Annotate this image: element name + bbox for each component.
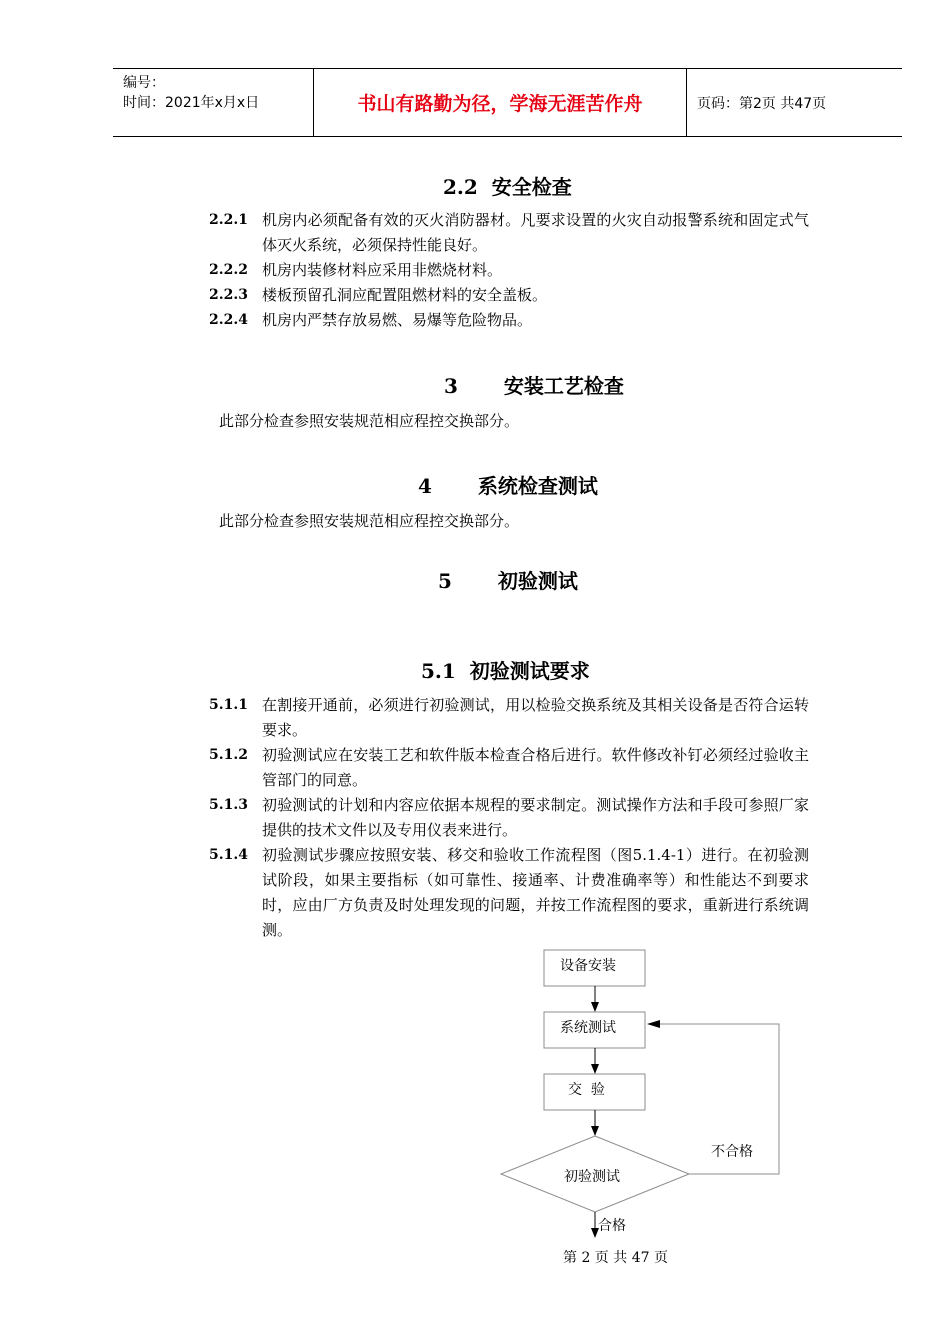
item-text: 机房内必须配备有效的灭火消防器材。凡要求设置的火灾自动报警系统和固定式气体灭火系统，必须保持性能良好。: [262, 211, 809, 254]
item-number: 2.2.2: [209, 262, 248, 278]
item-number: 2.2.4: [209, 312, 248, 328]
section-text: 此部分检查参照安装规范相应程控交换部分。: [219, 412, 520, 430]
time-label: 时间：2021年x月x日: [123, 95, 260, 111]
flow-label-handover: 交 验: [568, 1082, 605, 1098]
flow-label-system-test: 系统测试: [560, 1020, 616, 1036]
item-number: 2.2.3: [209, 287, 248, 303]
code-label: 编号：: [123, 75, 165, 91]
item-number: 5.1.4: [209, 847, 248, 863]
item-text: 机房内装修材料应采用非燃烧材料。: [262, 261, 503, 279]
item-number: 5.1.2: [209, 747, 248, 763]
arrowhead: [647, 1020, 660, 1028]
flow-label-pass: 合格: [598, 1218, 626, 1234]
arrowhead: [591, 1126, 599, 1136]
section-number: 3: [444, 374, 458, 398]
section-number: 5.1: [421, 659, 456, 683]
item-text: 机房内严禁存放易燃、易爆等危险物品。: [262, 311, 533, 329]
page-footer: 第 2 页 共 47 页: [563, 1250, 668, 1266]
section-text: 此部分检查参照安装规范相应程控交换部分。: [219, 512, 520, 530]
section-number: 2.2: [443, 175, 478, 199]
item-text: 初验测试步骤应按照安装、移交和验收工作流程图（图5.1.4-1）进行。在初验测试阶段，如果主要指标（如可靠性、接通率、计费准确率等）和性能达不到要求时，应由厂方负责及时处理发现的问题，并按工作流程图的要求，重新进行系统调测。: [262, 846, 809, 939]
section-title: 初验测试: [497, 569, 578, 593]
section-title: 初验测试要求: [469, 659, 590, 683]
section-title: 系统检查测试: [477, 474, 598, 498]
item-text: 在割接开通前，必须进行初验测试，用以检验交换系统及其相关设备是否符合运转要求。: [262, 696, 809, 739]
flow-label-install: 设备安装: [560, 958, 616, 974]
section-title: 安全检查: [491, 175, 572, 199]
item-text: 初验测试应在安装工艺和软件版本检查合格后进行。软件修改补钉必须经过验收主管部门的同意。: [262, 746, 809, 789]
header-page-info: 页码：第2页 共47页: [697, 96, 827, 112]
item-number: 5.1.3: [209, 797, 248, 813]
flow-label-initial-test: 初验测试: [564, 1169, 620, 1185]
header-motto: 书山有路勤为径，学海无涯苦作舟: [357, 93, 643, 115]
item-number: 5.1.1: [209, 697, 248, 713]
section-title: 安装工艺检查: [503, 374, 624, 398]
item-number: 2.2.1: [209, 212, 248, 228]
flow-label-fail: 不合格: [711, 1144, 753, 1160]
arrowhead: [591, 1002, 599, 1012]
arrowhead: [591, 1064, 599, 1074]
section-number: 4: [418, 474, 432, 498]
item-text: 楼板预留孔洞应配置阻燃材料的安全盖板。: [262, 286, 548, 304]
item-text: 初验测试的计划和内容应依据本规程的要求制定。测试操作方法和手段可参照厂家提供的技术文件以及专用仪表来进行。: [262, 796, 809, 839]
section-number: 5: [438, 569, 452, 593]
